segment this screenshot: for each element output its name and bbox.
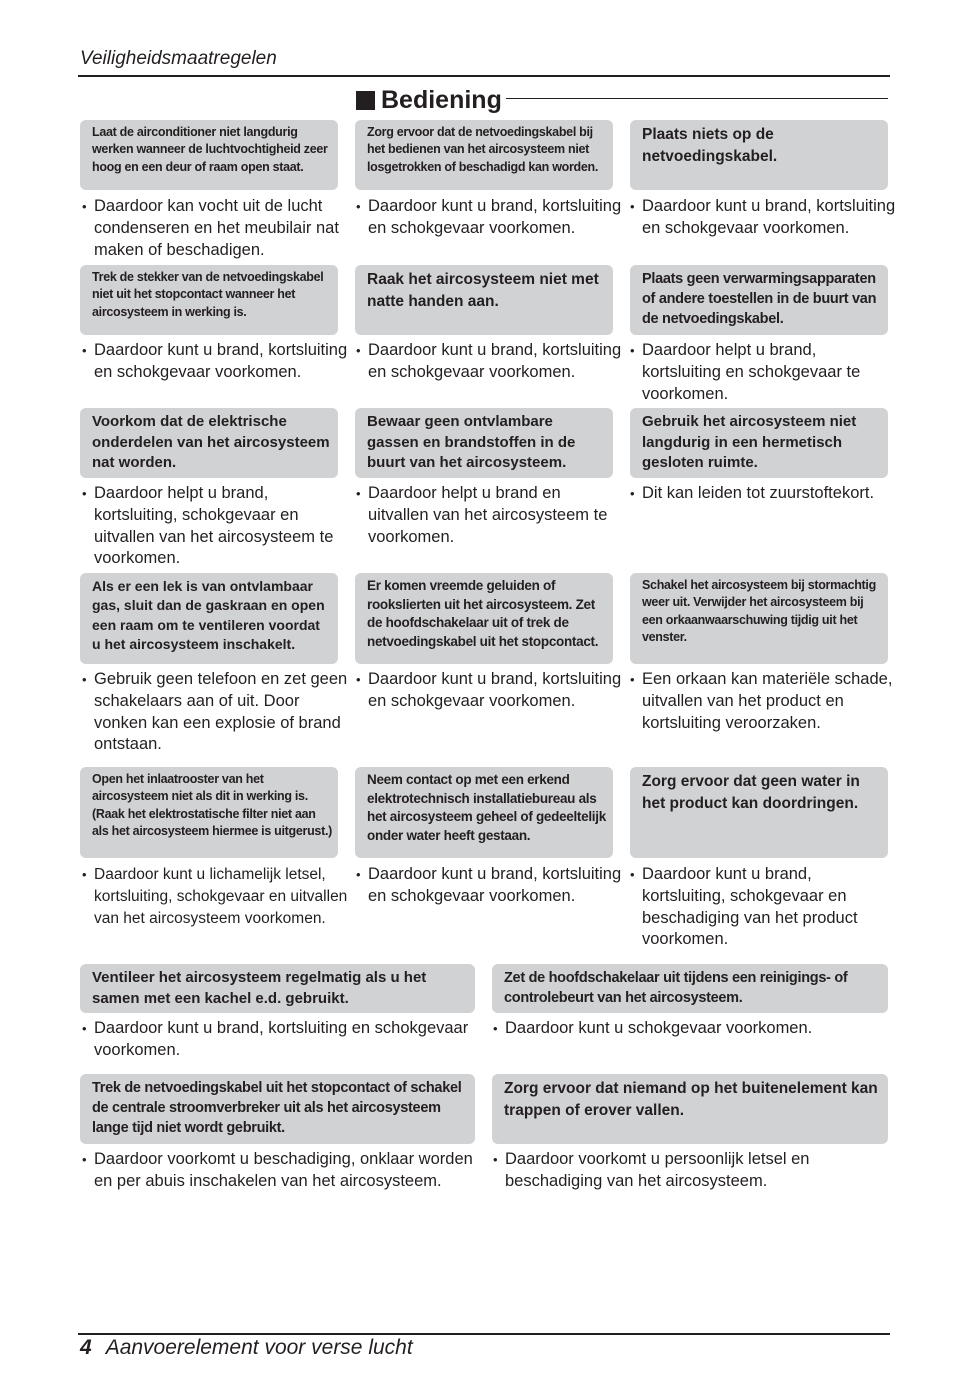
- warning-note: • Daardoor voorkomt u persoonlijk letsel en beschadiging van het aircosysteem.: [493, 1149, 897, 1193]
- warning-note: • Daardoor helpt u brand, kortsluiting, schokgevaar en uitvallen van het aircosysteem te voorkomen.: [82, 483, 350, 570]
- warning-note: • Daardoor kunt u schokgevaar voorkomen.: [493, 1018, 897, 1040]
- warning-box: Ventileer het aircosysteem regelmatig als u het samen met een kachel e.d. gebruikt.: [80, 964, 475, 1013]
- warning-box: Trek de stekker van de netvoedingskabel niet uit het stopcontact wanneer het aircosysteem in werking is.: [80, 265, 338, 335]
- warning-box: Trek de netvoedingskabel uit het stopcontact of schakel de centrale stroomverbreker uit als het aircosysteem lange tijd niet wordt gebruikt.: [80, 1074, 475, 1144]
- warning-note: • Daardoor kunt u brand, kortsluiting, schokgevaar en beschadiging van het product voorkomen.: [630, 864, 898, 951]
- footer-divider: [78, 1333, 890, 1335]
- warning-box: Zorg ervoor dat geen water in het product kan doordringen.: [630, 767, 888, 858]
- running-header: Veiligheidsmaatregelen: [80, 48, 277, 69]
- warning-box: Schakel het aircosysteem bij stormachtig weer uit. Verwijder het aircosysteem bij een orkaanwaarschuwing tijdig uit het venster.: [630, 573, 888, 664]
- warning-box: Open het inlaatrooster van het aircosysteem niet als dit in werking is. (Raak het elektrostatische filter niet aan als het aircosysteem hiermee is uitgerust.): [80, 767, 338, 858]
- page-number: 4: [80, 1336, 92, 1359]
- warning-box: Plaats niets op de netvoedingskabel.: [630, 120, 888, 190]
- warning-box: Laat de airconditioner niet langdurig werken wanneer de luchtvochtigheid zeer hoog en een deur of raam open staat.: [80, 120, 338, 190]
- warning-note: • Daardoor kunt u brand, kortsluiting en schokgevaar voorkomen.: [82, 340, 350, 384]
- section-heading: [356, 86, 502, 115]
- warning-box: Er komen vreemde geluiden of rookslierten uit het aircosysteem. Zet de hoofdschakelaar uit of trek de netvoedingskabel uit het stopcontact.: [355, 573, 613, 664]
- warning-box: Zorg ervoor dat niemand op het buitenelement kan trappen of erover vallen.: [492, 1074, 888, 1144]
- header-divider: [78, 75, 890, 77]
- square-bullet-icon: [356, 91, 375, 110]
- footer-title: Aanvoerelement voor verse lucht: [105, 1336, 413, 1359]
- warning-box: Bewaar geen ontvlambare gassen en brandstoffen in de buurt van het aircosysteem.: [355, 408, 613, 478]
- warning-box: Raak het aircosysteem niet met natte handen aan.: [355, 265, 613, 335]
- warning-note: • Daardoor kunt u brand, kortsluiting en schokgevaar voorkomen.: [356, 340, 624, 384]
- warning-note: • Daardoor kunt u brand, kortsluiting en schokgevaar voorkomen.: [82, 1018, 484, 1062]
- warning-box: Voorkom dat de elektrische onderdelen van het aircosysteem nat worden.: [80, 408, 338, 478]
- warning-note: • Daardoor kunt u brand, kortsluiting en schokgevaar voorkomen.: [356, 864, 624, 908]
- warning-note: • Gebruik geen telefoon en zet geen schakelaars aan of uit. Door vonken kan een explosie of brand ontstaan.: [82, 669, 350, 756]
- warning-note: • Daardoor kunt u brand, kortsluiting en schokgevaar voorkomen.: [356, 196, 624, 240]
- warning-note: • Daardoor kunt u brand, kortsluiting en schokgevaar voorkomen.: [356, 669, 624, 713]
- warning-box: Gebruik het aircosysteem niet langdurig in een hermetisch gesloten ruimte.: [630, 408, 888, 478]
- page-footer: [80, 1336, 413, 1360]
- warning-note: • Daardoor kan vocht uit de lucht condenseren en het meubilair nat maken of beschadigen.: [82, 196, 350, 261]
- warning-note: • Daardoor helpt u brand en uitvallen van het aircosysteem te voorkomen.: [356, 483, 624, 548]
- warning-box: Plaats geen verwarmingsapparaten of andere toestellen in de buurt van de netvoedingskabel.: [630, 265, 888, 335]
- warning-note: • Daardoor voorkomt u beschadiging, onklaar worden en per abuis inschakelen van het aircosysteem.: [82, 1149, 484, 1193]
- warning-note: • Een orkaan kan materiële schade, uitvallen van het product en kortsluiting veroorzaken.: [630, 669, 898, 734]
- section-heading-rule: [506, 98, 888, 99]
- warning-box: Zorg ervoor dat de netvoedingskabel bij het bedienen van het aircosysteem niet losgetrokken of beschadigd kan worden.: [355, 120, 613, 190]
- warning-box: Zet de hoofdschakelaar uit tijdens een reinigings- of controlebeurt van het aircosysteem.: [492, 964, 888, 1013]
- warning-note: • Daardoor kunt u brand, kortsluiting en schokgevaar voorkomen.: [630, 196, 898, 240]
- warning-box: Neem contact op met een erkend elektrotechnisch installatiebureau als het aircosysteem geheel of gedeeltelijk onder water heeft gestaan.: [355, 767, 613, 858]
- section-title: Bediening: [381, 86, 502, 114]
- warning-note: • Daardoor helpt u brand, kortsluiting en schokgevaar te voorkomen.: [630, 340, 898, 405]
- warning-note: • Dit kan leiden tot zuurstoftekort.: [630, 483, 898, 505]
- warning-note: • Daardoor kunt u lichamelijk letsel, kortsluiting, schokgevaar en uitvallen van het aircosysteem voorkomen.: [82, 864, 350, 929]
- warning-box: Als er een lek is van ontvlambaar gas, sluit dan de gaskraan en open een raam om te ventileren voordat u het aircosysteem inschakelt.: [80, 573, 338, 664]
